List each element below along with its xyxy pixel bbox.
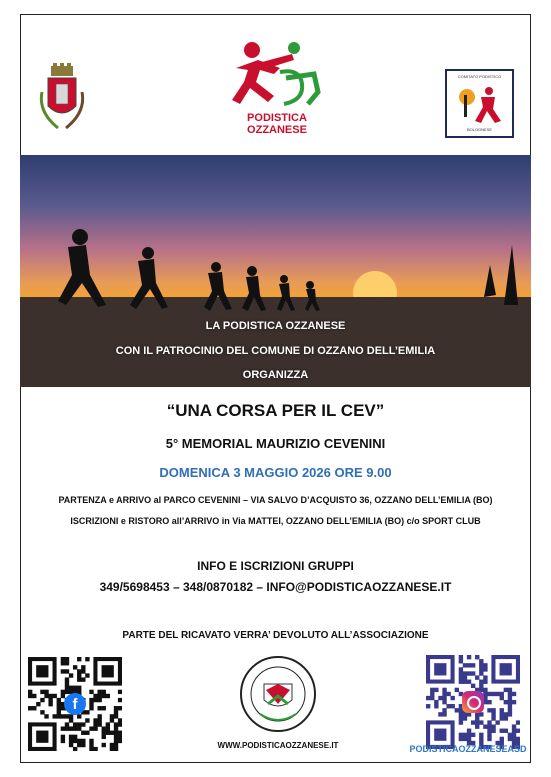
website-url[interactable]: WWW.PODISTICAOZZANESE.IT (217, 741, 339, 750)
event-date: DOMENICA 3 MAGGIO 2026 ORE 9.00 (159, 465, 392, 480)
committee-logo-text-bottom: BOLOGNESE (466, 127, 493, 132)
town-crest-icon (36, 62, 88, 140)
instagram-handle[interactable]: PODISTICAOZZANESEASD (409, 744, 527, 754)
instagram-icon (462, 691, 484, 713)
committee-logo-icon (445, 69, 514, 138)
contact-details: 349/5698453 – 348/0870182 – INFO@PODISTICAOZZANESE.IT (99, 580, 452, 594)
info-heading: INFO E ISCRIZIONI GRUPPI (197, 559, 354, 573)
organizes-line: ORGANIZZA (242, 369, 309, 381)
instagram-qr-code[interactable] (426, 655, 520, 749)
facebook-qr-code[interactable] (28, 657, 122, 751)
donation-note: PARTE DEL RICAVATO VERRA’ DEVOLUTO ALL’ASSOCIAZIONE (122, 630, 429, 641)
runner-logo-icon (222, 38, 332, 110)
seal-icon (238, 654, 318, 734)
event-title: “UNA CORSA PER IL CEV” (166, 401, 385, 420)
committee-logo-text-top: COMITATO PODISTICO (457, 74, 502, 79)
organizer-line: LA PODISTICA OZZANESE (205, 320, 346, 332)
facebook-icon: f (64, 693, 86, 715)
brand-name: PODISTICA OZZANESE (247, 112, 307, 136)
registration-location: ISCRIZIONI e RISTORO all’ARRIVO in Via MATTEI, OZZANO DELL’EMILIA (BO) c/o SPORT CLUB (70, 516, 481, 526)
patronage-line: CON IL PATROCINIO DEL COMUNE DI OZZANO DELL’EMILIA (115, 345, 436, 357)
start-finish-location: PARTENZA e ARRIVO al PARCO CEVENINI – VIA SALVO D’ACQUISTO 36, OZZANO DELL’EMILIA (BO) (58, 495, 493, 505)
memorial-title: 5° MEMORIAL MAURIZIO CEVENINI (165, 436, 386, 451)
runners-sunset-photo (20, 155, 531, 387)
